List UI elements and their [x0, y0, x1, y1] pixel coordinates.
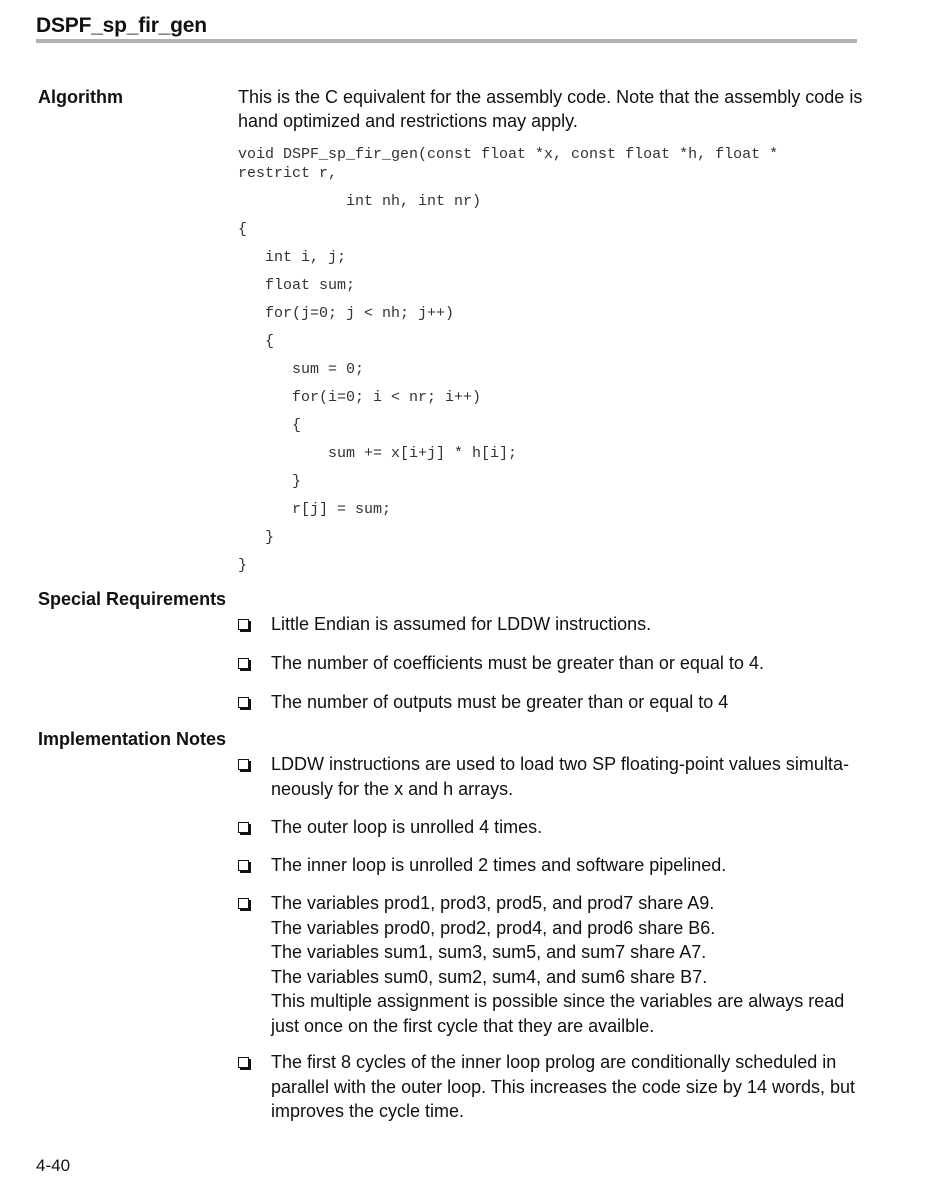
code-line: sum = 0;	[238, 361, 365, 378]
code-line: {	[238, 333, 275, 350]
code-line: int nh, int nr)	[238, 193, 482, 210]
code-line: for(i=0; i < nr; i++)	[238, 389, 482, 406]
code-line: void DSPF_sp_fir_gen(const float *x, const float *h, float *	[238, 146, 779, 163]
page-number: 4-40	[36, 1156, 71, 1175]
list-item-text: The outer loop is unrolled 4 times.	[271, 817, 543, 837]
checkbox-bullet-icon	[238, 822, 249, 833]
implementation-notes-label: Implementation Notes	[38, 729, 227, 749]
code-line: r[j] = sum;	[238, 501, 392, 518]
list-item-text: The first 8 cycles of the inner loop prolog are conditionally scheduled in parallel with the outer loop. This increases the code size by 14 words, but improves the cycle time.	[271, 1052, 855, 1121]
list-item-text: LDDW instructions are used to load two SP floating-point values simulta- neously for the x and h arrays.	[271, 754, 849, 799]
page-title: DSPF_sp_fir_gen	[36, 14, 207, 37]
code-line: {	[238, 417, 302, 434]
code-line: float sum;	[238, 277, 356, 294]
code-line: int i, j;	[238, 249, 347, 266]
title-rule	[36, 39, 857, 43]
list-item-text: The number of outputs must be greater than or equal to 4	[271, 692, 729, 712]
code-line: for(j=0; j < nh; j++)	[238, 305, 455, 322]
checkbox-bullet-icon	[238, 1057, 249, 1068]
list-item-text: The inner loop is unrolled 2 times and software pipelined.	[271, 855, 727, 875]
list-item-text: Little Endian is assumed for LDDW instructions.	[271, 614, 652, 634]
checkbox-bullet-icon	[238, 619, 249, 630]
code-line: sum += x[i+j] * h[i];	[238, 445, 518, 462]
code-line: }	[238, 473, 302, 490]
code-line: {	[238, 221, 248, 238]
code-block	[238, 146, 858, 574]
list-item-text: The number of coefficients must be greater than or equal to 4.	[271, 653, 764, 673]
algorithm-intro: This is the C equivalent for the assembly code. Note that the assembly code is hand optimized and restrictions may apply.	[238, 87, 863, 131]
checkbox-bullet-icon	[238, 658, 249, 669]
checkbox-bullet-icon	[238, 697, 249, 708]
code-line: restrict r,	[238, 165, 338, 182]
checkbox-bullet-icon	[238, 898, 249, 909]
list-item-text: The variables prod1, prod3, prod5, and prod7 share A9. The variables prod0, prod2, prod4, and prod6 share B6. The variables sum1, sum3, sum5, and sum7 share A7. The variables sum0, sum2, sum4, and sum6 share B7. This multiple assignment is possible since the variables are always read just once on the first cycle that they are availble.	[271, 893, 845, 1036]
special-requirements-label: Special Requirements	[38, 589, 227, 609]
checkbox-bullet-icon	[238, 860, 249, 871]
algorithm-label: Algorithm	[38, 87, 123, 107]
code-line: }	[238, 529, 275, 546]
code-line: }	[238, 557, 248, 574]
checkbox-bullet-icon	[238, 759, 249, 770]
